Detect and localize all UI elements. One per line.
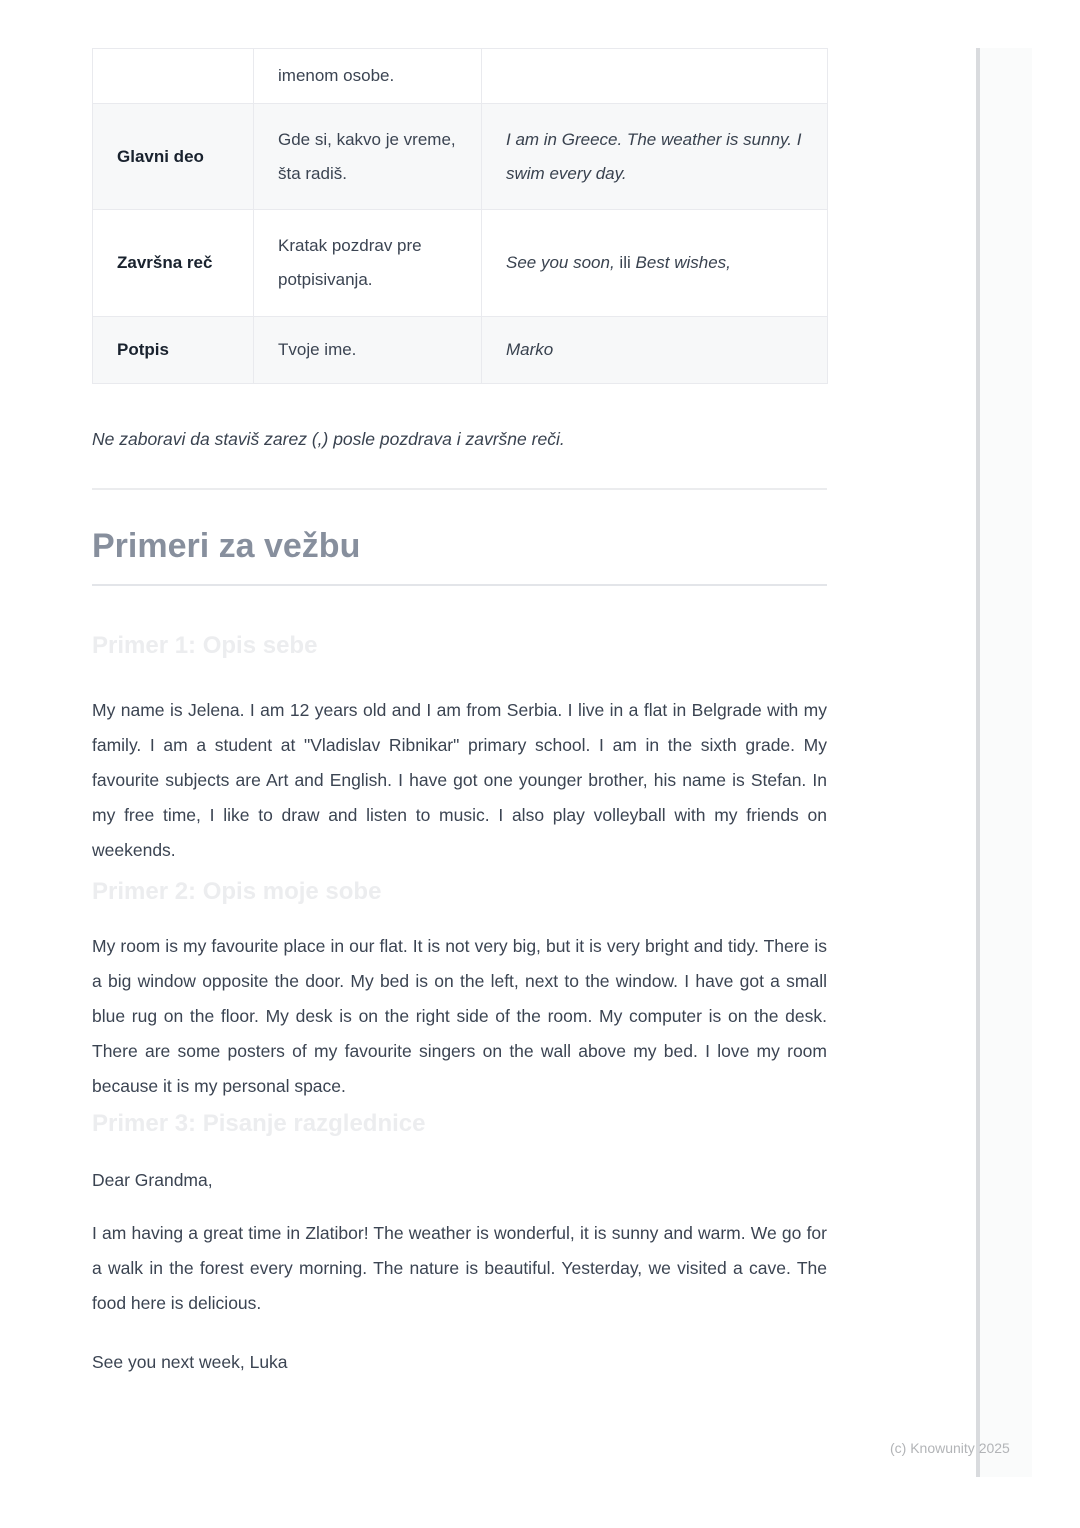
table-cell-label: Završna reč xyxy=(93,210,254,317)
table-cell-description: Gde si, kakvo je vreme, šta radiš. xyxy=(254,104,482,210)
example-1-paragraph: My name is Jelena. I am 12 years old and I am from Serbia. I live in a flat in Belgrade with my family. I am a student at "Vladislav Ribnikar" primary school. I am in the sixth grade. My favourite subjects are Art and English. I have got one younger brother, his name is Stefan. In my free time, I like to draw and listen to music. I also play volleyball with my friends on weekends. xyxy=(92,700,827,860)
table-row xyxy=(93,104,828,210)
table-cell-example xyxy=(482,210,828,317)
table-cell-description: Tvoje ime. xyxy=(254,317,482,384)
table-cell-label xyxy=(93,49,254,104)
table-cell-example: I am in Greece. The weather is sunny. I swim every day. xyxy=(482,104,828,210)
table-cell-label: Glavni deo xyxy=(93,104,254,210)
example-italic-part: Best wishes, xyxy=(635,253,731,272)
example-2-paragraph: My room is my favourite place in our flat. It is not very big, but it is very bright and tidy. There is a big window opposite the door. My bed is on the left, next to the window. I have got a small blue rug on the floor. My desk is on the right side of the room. My computer is on the desk. There are some posters of my favourite singers on the wall above my bed. I love my room because it is my personal space. xyxy=(92,936,827,1096)
table-row xyxy=(93,49,828,104)
example-italic-part: See you soon, xyxy=(506,253,615,272)
scrollbar-track[interactable] xyxy=(976,48,1032,1477)
example-2-heading: Primer 2: Opis moje sobe xyxy=(92,878,382,905)
copyright-watermark: (c) Knowunity 2025 xyxy=(890,1440,1010,1456)
table-row xyxy=(93,317,828,384)
section-divider xyxy=(92,488,827,490)
section-title: Primeri za vežbu xyxy=(92,523,827,586)
letter-structure-table xyxy=(92,48,828,384)
letter-salutation: Dear Grandma, xyxy=(92,1170,213,1190)
example-1-heading: Primer 1: Opis sebe xyxy=(92,632,318,659)
table-row xyxy=(93,210,828,317)
table-cell-description: imenom osobe. xyxy=(254,49,482,104)
table-cell-description: Kratak pozdrav pre potpisivanja. xyxy=(254,210,482,317)
example-3-heading: Primer 3: Pisanje razglednice xyxy=(92,1110,426,1137)
example-plain-part: ili xyxy=(614,253,636,272)
table-cell-label: Potpis xyxy=(93,317,254,384)
letter-body-paragraph: I am having a great time in Zlatibor! The weather is wonderful, it is sunny and warm. We go for a walk in the forest every morning. The nature is beautiful. Yesterday, we visited a cave. The food here is delicious. xyxy=(92,1223,827,1313)
table-cell-example xyxy=(482,49,828,104)
letter-closing: See you next week, Luka xyxy=(92,1352,288,1372)
comma-note: Ne zaboravi da staviš zarez (,) posle pozdrava i završne reči. xyxy=(92,429,565,449)
table-cell-example: Marko xyxy=(482,317,828,384)
